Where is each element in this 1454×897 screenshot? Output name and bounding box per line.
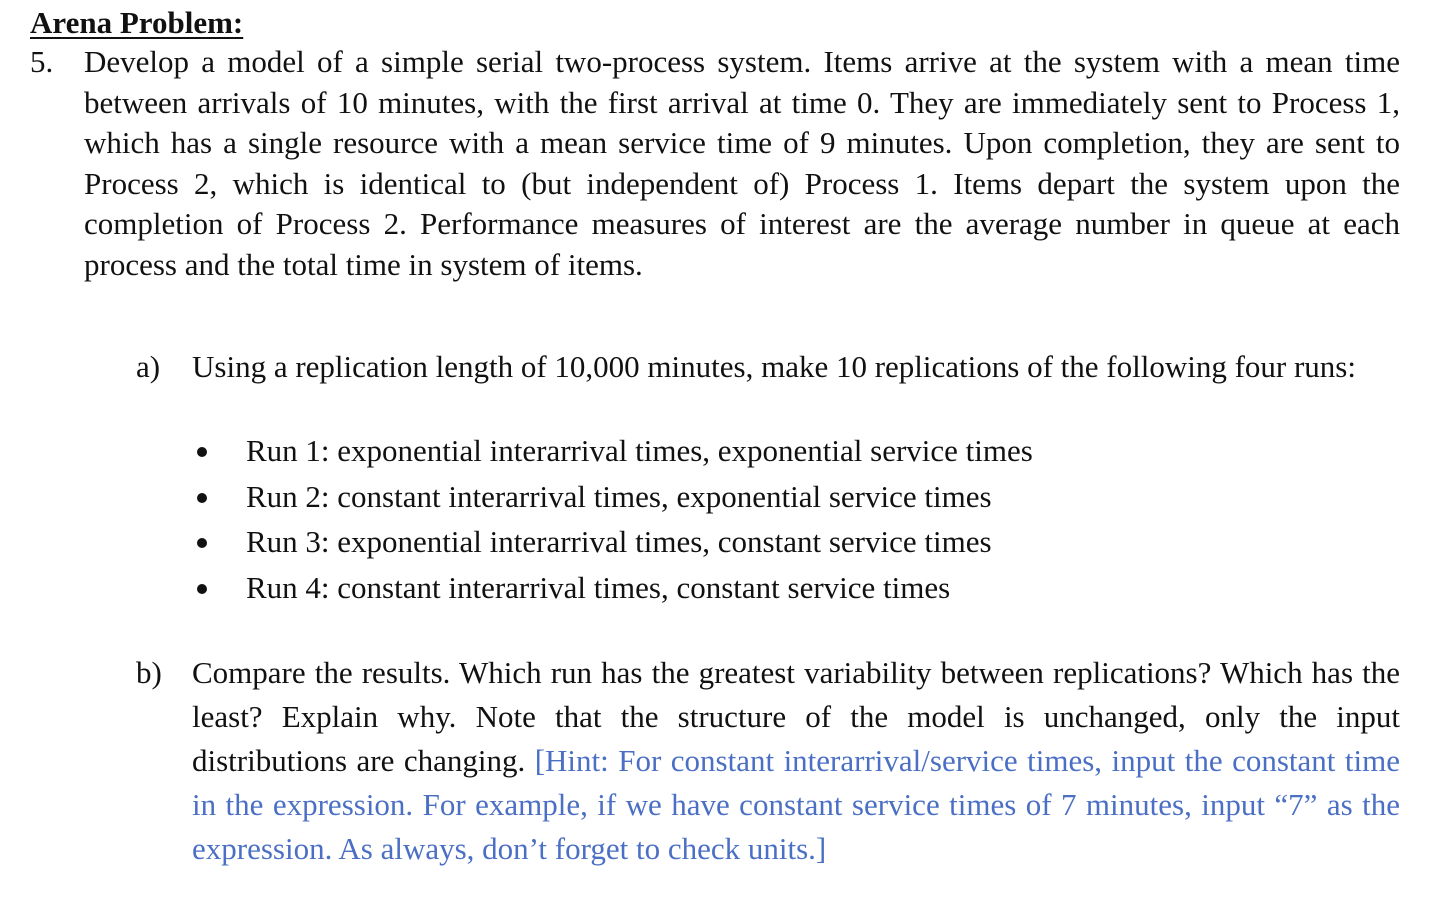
list-item bbox=[190, 428, 1190, 474]
hint-text: [Hint: For constant interarrival/service times, input the constant time in the expression. For example, if we have constant service times of 7 minutes, input “7” as the expression. As always, don’t forget to check units.] bbox=[192, 743, 1400, 866]
part-b bbox=[136, 651, 1400, 871]
problem-text: Develop a model of a simple serial two-process system. Items arrive at the system with a mean time between arrivals of 10 minutes, with the first arrival at time 0. They are immediately sent to Process 1, which has a single resource with a mean service time of 9 minutes. Upon completion, they are sent to Process 2, which is identical to (but independent of) Process 1. Items depart the system upon the completion of Process 2. Performance measures of interest are the average number in queue at each process and the total time in system of items. bbox=[84, 44, 1400, 282]
part-b-paragraph bbox=[192, 651, 1400, 871]
run-4-label: Run 4: constant interarrival times, constant service times bbox=[246, 570, 951, 606]
bullet-icon bbox=[197, 538, 207, 548]
bullet-icon bbox=[197, 584, 207, 594]
problem-5 bbox=[30, 42, 1400, 286]
run-list bbox=[190, 428, 1190, 611]
part-a-text: Using a replication length of 10,000 minutes, make 10 replications of the following four runs: bbox=[192, 349, 1356, 384]
run-2-label: Run 2: constant interarrival times, exponential service times bbox=[246, 478, 992, 514]
part-a-letter: a) bbox=[136, 349, 161, 384]
part-b-letter: b) bbox=[136, 655, 162, 690]
list-item bbox=[190, 565, 1190, 611]
list-item bbox=[190, 519, 1190, 565]
bullet-icon bbox=[197, 493, 207, 503]
heading: Arena Problem: bbox=[30, 5, 244, 40]
run-3-label: Run 3: exponential interarrival times, constant service times bbox=[246, 524, 992, 560]
part-b-text: Compare the results. Which run has the greatest variability between replications? Which has the least? Explain why. Note that the structure of the model is unchanged, only the input distributions are changing. bbox=[192, 655, 1400, 778]
run-1-label: Run 1: exponential interarrival times, exponential service times bbox=[246, 433, 1033, 468]
list-item bbox=[190, 474, 1190, 520]
bullet-icon bbox=[197, 447, 207, 457]
part-a bbox=[136, 346, 1400, 388]
problem-number: 5. bbox=[30, 44, 54, 79]
